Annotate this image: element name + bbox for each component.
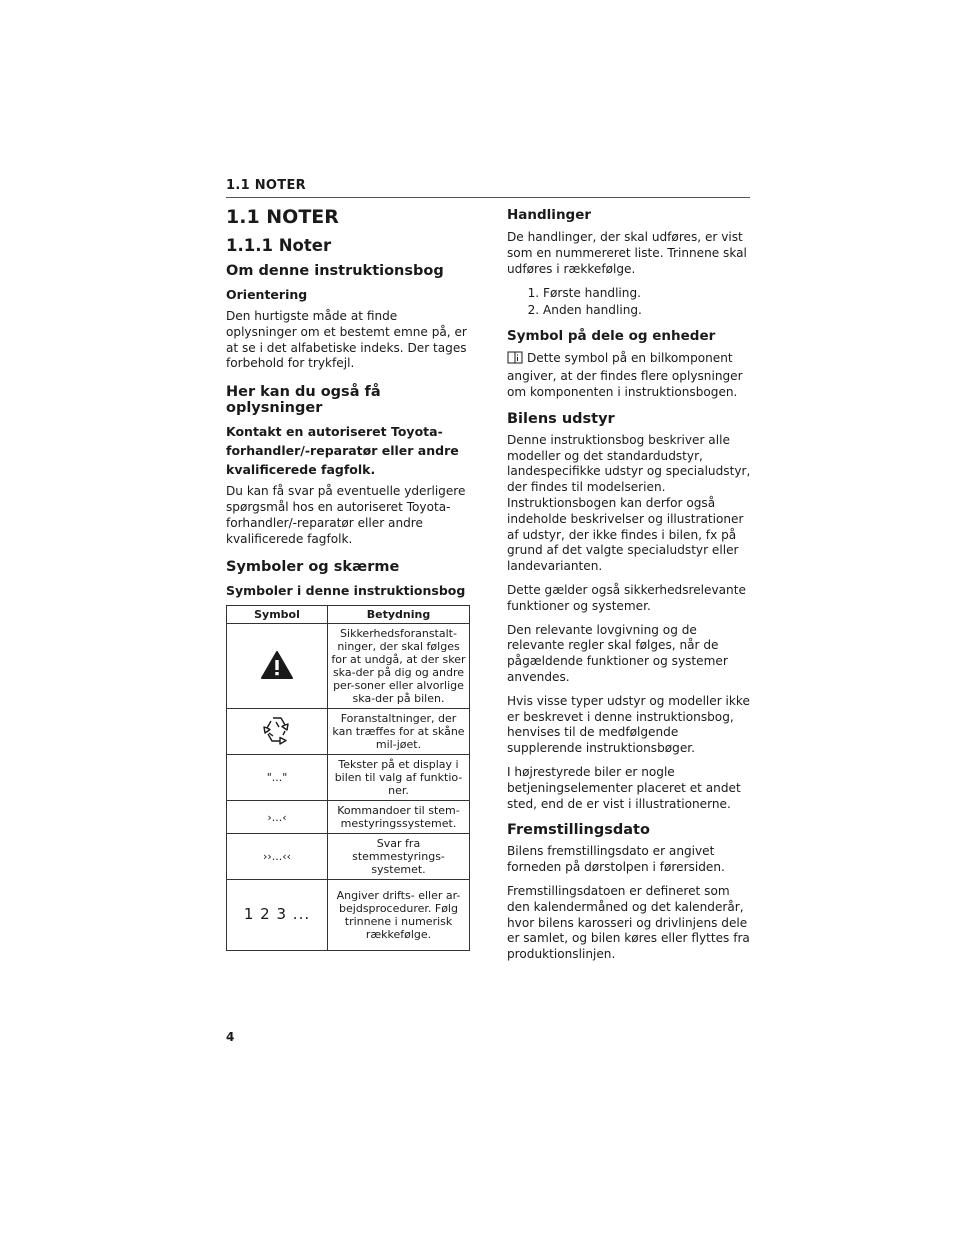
symbol-cell [227, 624, 328, 709]
heading-production-date: Fremstillingsdato [507, 822, 650, 839]
symbol-cell: ››...‹‹ [227, 834, 328, 880]
heading-more-info: Her kan du også få oplysninger [226, 384, 381, 417]
meaning-cell: Svar fra stemmestyrings-systemet. [328, 834, 470, 880]
right-column [507, 206, 753, 971]
meaning-cell: Sikkerhedsforanstalt-ninger, der skal følges for at undgå, at der sker ska-der på dig og andre per-soner eller alvorlige ska-der på bilen. [328, 624, 470, 709]
parts-symbol-text: Dette symbol på en bilkomponent angiver, at der findes flere oplysninger om komponenten i instruktionsbogen. [507, 351, 743, 399]
meaning-cell: Tekster på et display i bilen til valg af funktio-ner. [328, 755, 470, 801]
table-row [227, 709, 470, 755]
meaning-cell: Angiver drifts- eller ar-bejdsprocedurer. Følg trinnene i numerisk rækkefølge. [328, 880, 470, 951]
recycle-icon [260, 737, 294, 750]
symbols-table [226, 605, 470, 951]
table-header-row [227, 606, 470, 624]
column-header-symbol: Symbol [227, 606, 328, 624]
paragraph-equipment-5: I højrestyrede biler er nogle betjeningselementer placeret et andet sted, end de er vist i illustrationerne. [507, 764, 741, 811]
list-item: 1. Første handling. [543, 285, 753, 302]
subheading-contact-dealer: Kontakt en autoriseret Toyota-forhandler/-reparatør eller andre kvalificerede fagfolk. [226, 424, 459, 478]
paragraph-actions: De handlinger, der skal udføres, er vist som en nummereret liste. Trinnene skal udføres i rækkefølge. [507, 230, 747, 276]
numbered-steps-icon: 1 2 3 ... [243, 905, 311, 924]
paragraph-equipment-2: Dette gælder også sikkerhedsrelevante funktioner og systemer. [507, 582, 746, 613]
paragraph-parts-symbol [507, 351, 753, 400]
running-header: 1.1 NOTER [226, 178, 750, 198]
paragraph-orientation: Den hurtigste måde at finde oplysninger om et bestemt emne på, er at se i det alfabetiske indeks. Der tages forbehold for trykfejl. [226, 309, 467, 371]
heading-equipment: Bilens udstyr [507, 410, 615, 427]
subheading-symbols-in-manual: Symboler i denne instruktionsbog [226, 583, 466, 599]
paragraph-production-date-1: Bilens fremstillingsdato er angivet forneden på dørstolpen i førersiden. [507, 844, 725, 875]
paragraph-equipment-3: Den relevante lovgivning og de relevante regler skal følges, når de pågældende funktioner og systemer anvendes. [507, 622, 728, 684]
heading-actions: Handlinger [507, 207, 592, 223]
table-row [227, 880, 470, 951]
left-column [226, 206, 470, 951]
symbol-cell [227, 709, 328, 755]
symbol-cell: ›...‹ [227, 801, 328, 834]
chapter-title: 1.1 NOTER [226, 206, 339, 228]
paragraph-equipment-1: Denne instruktionsbog beskriver alle modeller og det standardudstyr, landespecifikke udstyr og specialudstyr, der findes til modelserien. Instruktionsbogen kan derfor også indeholde beskrivelser og illustrationer af udstyr, der ikke findes i bilen, fx på grund af det valgte specialudstyr eller landevarianten. [507, 432, 751, 574]
heading-about-manual: Om denne instruktionsbog [226, 263, 444, 279]
page-number: 4 [226, 1030, 235, 1044]
paragraph-contact-dealer: Du kan få svar på eventuelle yderligere spørgsmål hos en autoriseret Toyota-forhandler/-reparatør eller andre kvalificerede fagfolk. [226, 484, 466, 546]
column-header-meaning: Betydning [328, 606, 470, 624]
paragraph-equipment-4: Hvis visse typer udstyr og modeller ikke er beskrevet i denne instruktionsbog, henvises til de medfølgende supplerende instruktionsbøger. [507, 693, 750, 756]
manual-book-icon [507, 351, 523, 369]
steps-list [507, 285, 753, 319]
list-item: 2. Anden handling. [543, 302, 753, 319]
heading-symbols-screens: Symboler og skærme [226, 559, 400, 576]
subheading-orientation: Orientering [226, 287, 308, 302]
meaning-cell: Foranstaltninger, der kan træffes for at skåne mil-jøet. [328, 709, 470, 755]
table-row [227, 624, 470, 709]
symbol-cell [227, 880, 328, 951]
table-row [227, 801, 470, 834]
warning-triangle-icon [260, 670, 294, 683]
paragraph-production-date-2: Fremstillingsdatoen er defineret som den kalendermåned og det kalenderår, hvor bilens karosseri og drivlinjens dele er samlet, og bilen køres eller flyttes fra produktionslinjen. [507, 883, 750, 962]
meaning-cell: Kommandoer til stem-mestyringssystemet. [328, 801, 470, 834]
symbol-cell: "..." [227, 755, 328, 801]
section-title: 1.1.1 Noter [226, 236, 332, 255]
table-row [227, 755, 470, 801]
table-row [227, 834, 470, 880]
heading-parts-symbol: Symbol på dele og enheder [507, 328, 716, 345]
